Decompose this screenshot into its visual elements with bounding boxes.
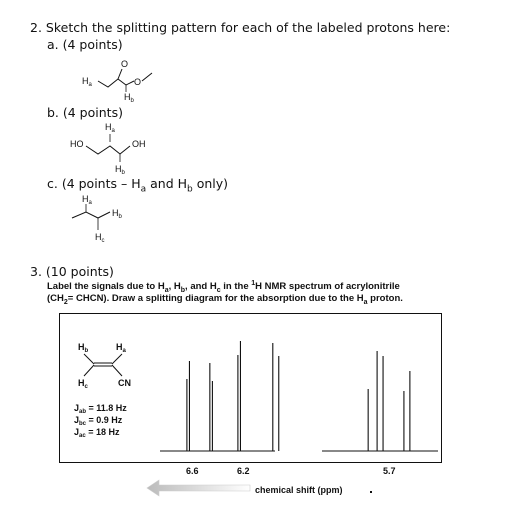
svg-text:Hb: $H_b$ [78,342,89,354]
svg-text:Hc: $H_c$ [95,232,105,244]
axis-direction-arrow [145,478,255,498]
svg-text:CN: CN [118,378,131,388]
acrylonitrile-structure [78,342,131,390]
svg-text:Ha: $H_a$ [82,76,92,88]
nmr-spectrum-svg [60,314,441,462]
question-3-line1: Label the signals due to $H_a$, $H_b$, and $H_c$ in the $^1$H NMR spectrum of acrylonitrile [47,280,400,295]
coupling-ac: $J_{ac} = 18$ Hz [74,427,120,439]
molecule-2b [70,120,170,178]
svg-text:OH: OH [132,139,146,149]
coupling-ab: $J_{ab} = 11.8$ Hz [74,403,127,415]
svg-text:Hb: $H_b$ [124,92,134,103]
svg-text:HO: HO [70,139,84,149]
question-3-line2: ($CH_2=$ CHCN). Draw a splitting diagram for the absorption due to the $H_a$ proton. [47,293,403,306]
svg-text:O: O [134,77,142,87]
svg-text:Ha: $H_a$ [116,342,126,354]
nmr-peaks [160,341,438,451]
tick-6-2: 6.2 [237,466,250,476]
molecule-2c [68,192,148,244]
coupling-bc: $J_{bc} = 0.9$ Hz [74,415,123,427]
question-2b-label: b. (4 points) [47,105,123,120]
svg-text:O: O [121,59,129,69]
nmr-spectrum-panel [59,313,442,463]
svg-text:Hc: $H_c$ [78,378,88,390]
svg-text:Hb: $H_b$ [112,208,122,220]
svg-text:Ha: $H_a$ [105,122,115,134]
axis-label: chemical shift (ppm) [255,485,343,495]
stray-dot [370,491,372,493]
question-2c-label: c. (4 points – $H_a$ and $H_b$ only) [47,176,229,195]
svg-text:Ha: $H_a$ [82,194,92,206]
question-2a-label: a. (4 points) [47,37,123,52]
coupling-constants [74,403,127,439]
tick-6-6: 6.6 [186,466,199,476]
question-3-number: 3. (10 points) [30,264,114,279]
question-2-stem: 2. Sketch the splitting pattern for each of the labeled protons here: [30,20,451,35]
tick-5-7: 5.7 [383,466,396,476]
svg-text:Hb: $H_b$ [115,164,125,176]
molecule-2a [80,55,170,103]
